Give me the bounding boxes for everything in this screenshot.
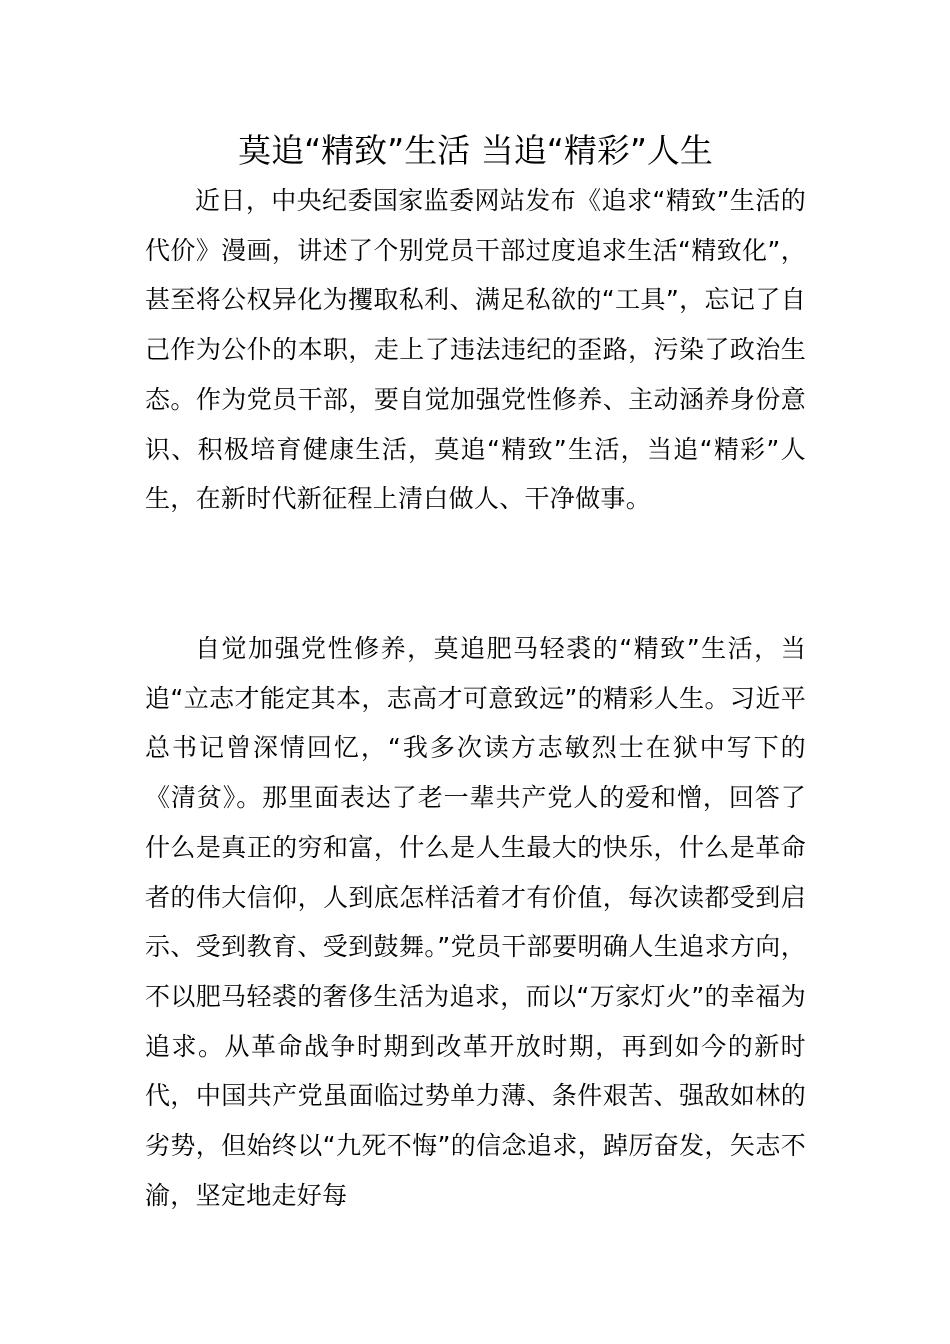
document-title: 莫追“精致”生活 当追“精彩”人生	[238, 131, 713, 170]
paragraph-2: 自觉加强党性修养，莫追肥马轻裘的“精致”生活，当追“立志才能定其本，志高才可意致远”的精彩人生。习近平总书记曾深情回忆，“我多次读方志敏烈士在狱中写下的《清贫》。那里面表达了老一辈共产党人的爱和憎，回答了什么是真正的穷和富，什么是人生最大的快乐，什么是革命者的伟大信仰，人到底怎样活着才有价值，每次读都受到启示、受到教育、受到鼓舞。”党员干部要明确人生追求方向，不以肥马轻裘的奢侈生活为追求，而以“万家灯火”的幸福为追求。从革命战争时期到改革开放时期，再到如今的新时代，中国共产党虽面临过势单力薄、条件艰苦、强敌如林的劣势，但始终以“九死不悔”的信念追求，踔厉奋发，矢志不渝，坚定地走好每	[145, 634, 806, 1210]
paragraph-1: 近日，中央纪委国家监委网站发布《追求“精致”生活的代价》漫画，讲述了个别党员干部过度追求生活“精致化”，甚至将公权异化为攫取私利、满足私欲的“工具”，忘记了自己作为公仆的本职，走上了违法违纪的歪路，污染了政治生态。作为党员干部，要自觉加强党性修养、主动涵养身份意识、积极培育健康生活，莫追“精致”生活，当追“精彩”人生，在新时代新征程上清白做人、干净做事。	[145, 186, 806, 514]
